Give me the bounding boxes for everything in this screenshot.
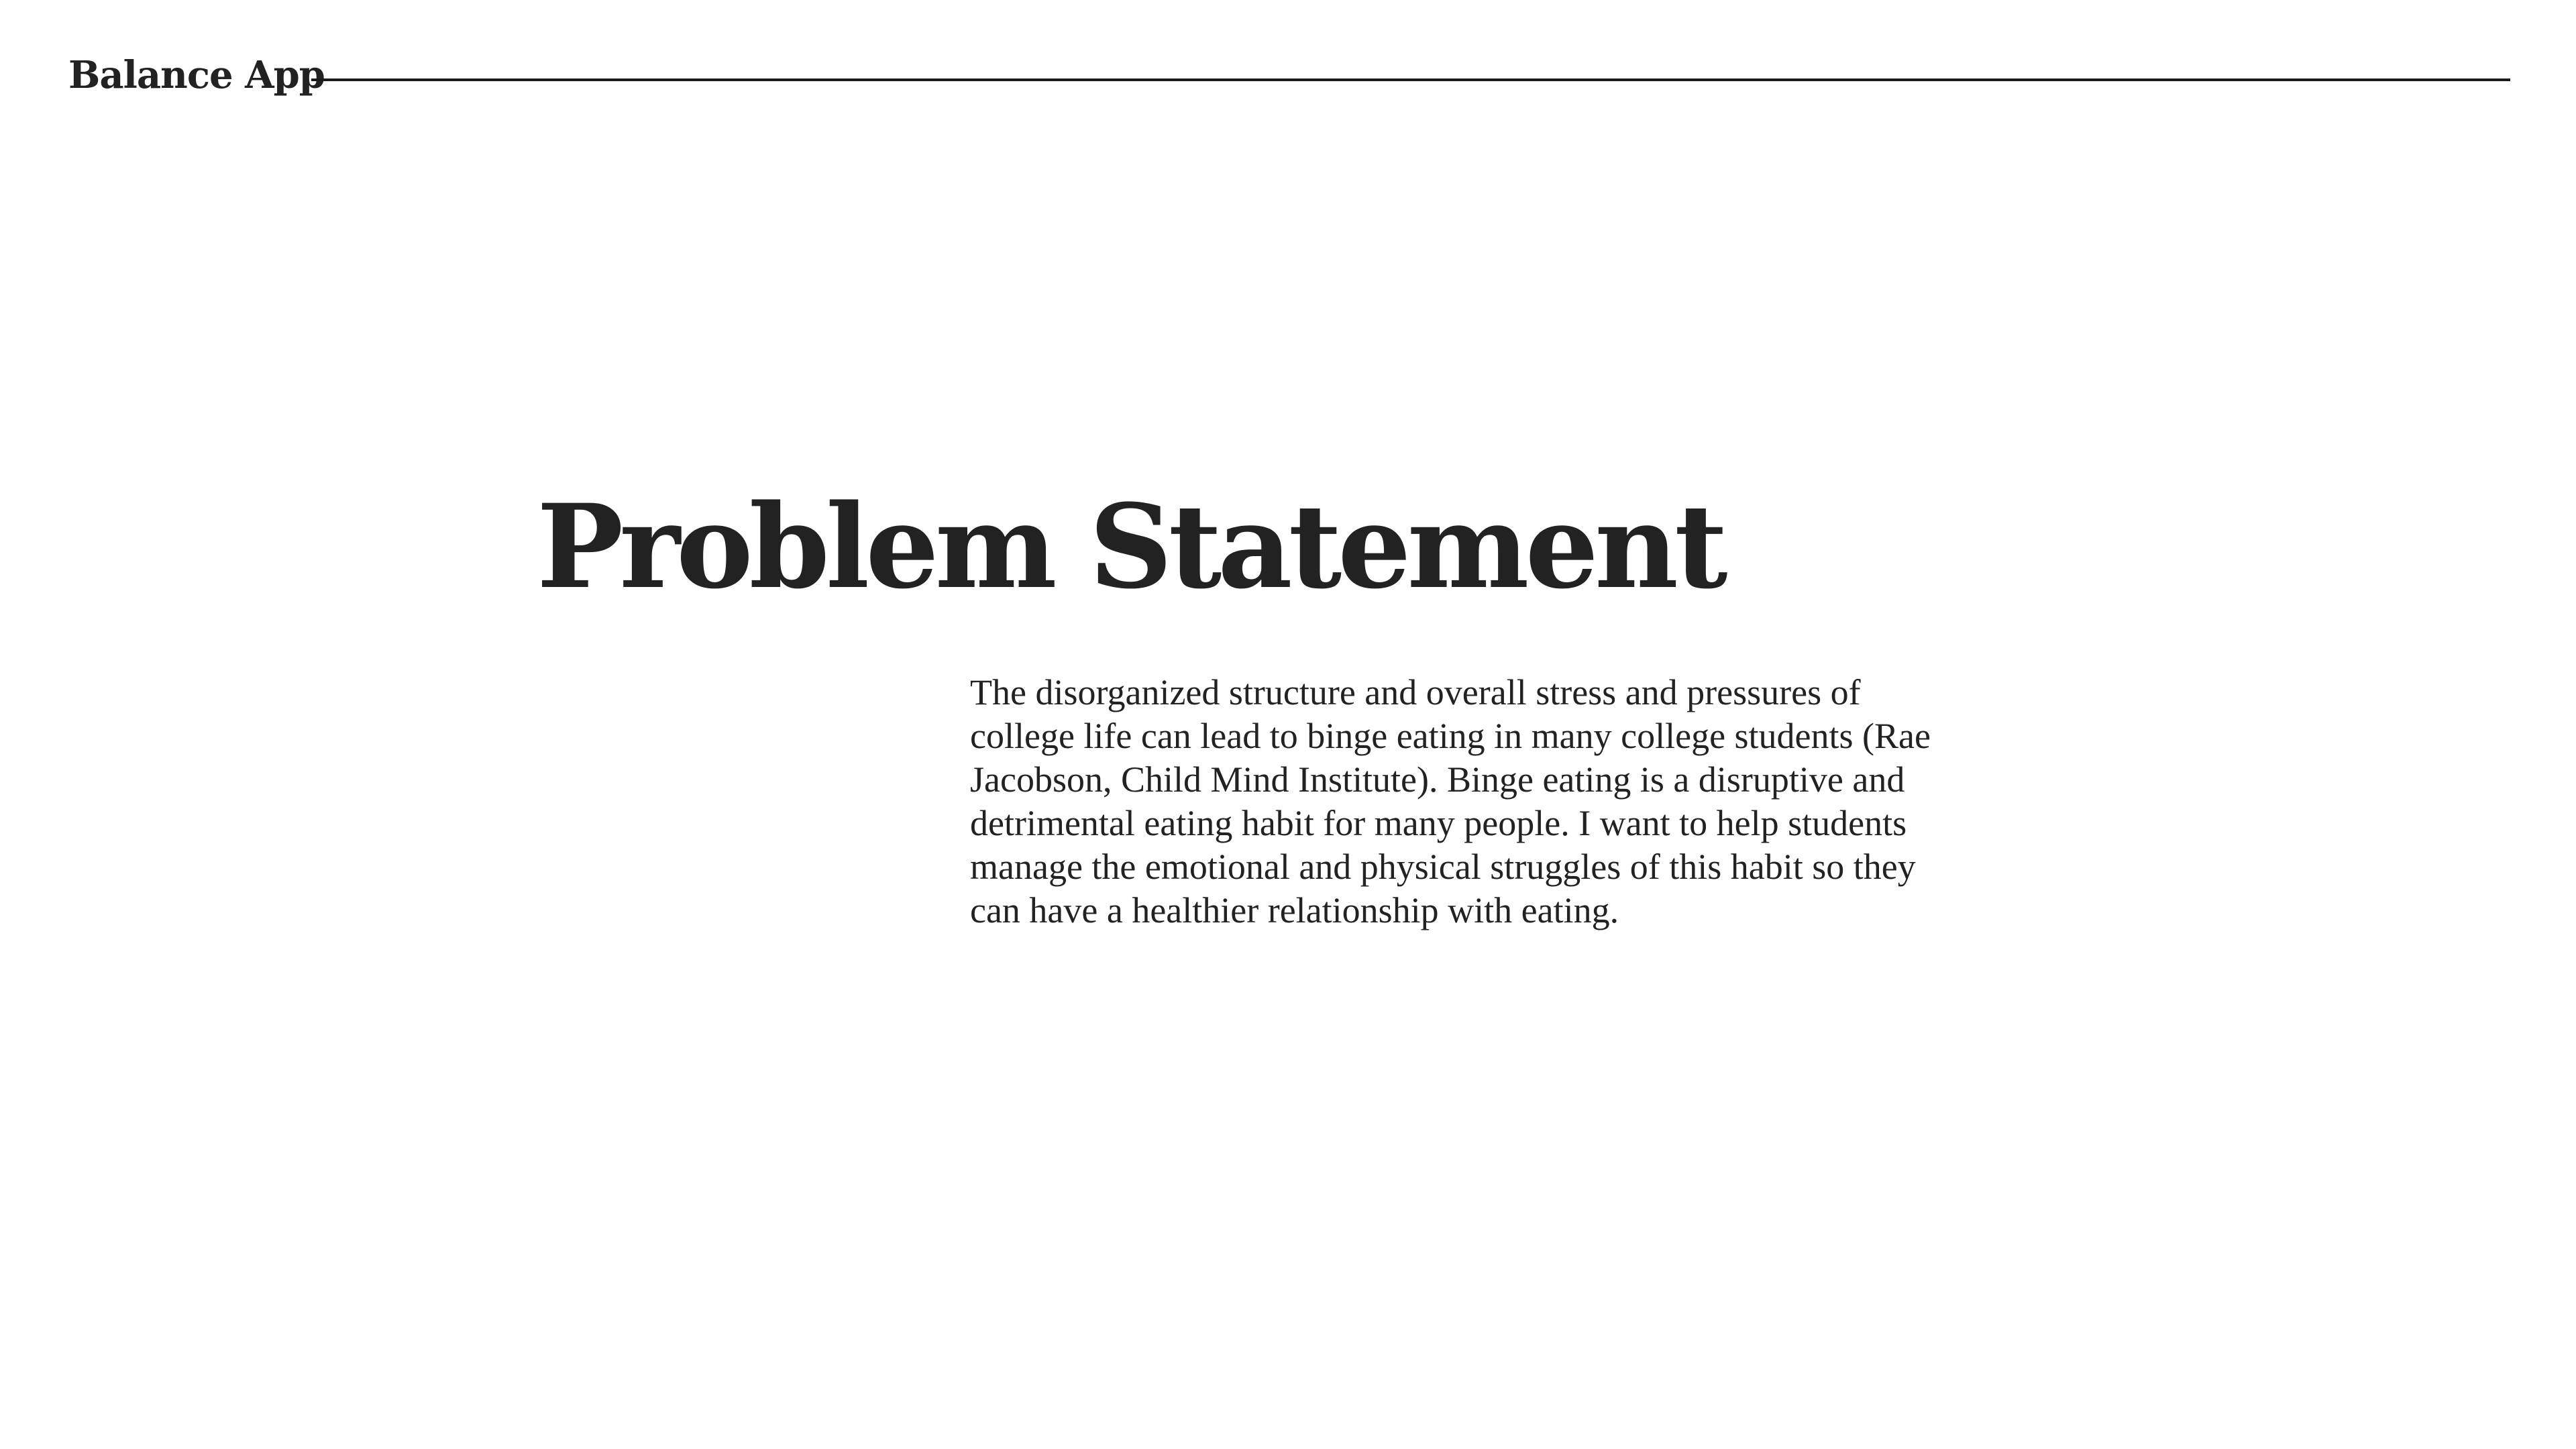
- problem-statement-text: The disorganized structure and overall stress and pressures of college life can lead to binge eating in many college students (Rae Jacobson, Child Mind Institute). Binge eating is a disruptive and detrimental eating habit for many people. I want to help students manage the emotional and physical struggles of this habit so they can have a healthier relationship with eating.: [970, 672, 1931, 930]
- header-divider: [311, 78, 2510, 81]
- header: [68, 48, 2510, 109]
- page-title: Problem Statement: [537, 478, 1724, 614]
- brand-title: Balance App: [68, 53, 325, 97]
